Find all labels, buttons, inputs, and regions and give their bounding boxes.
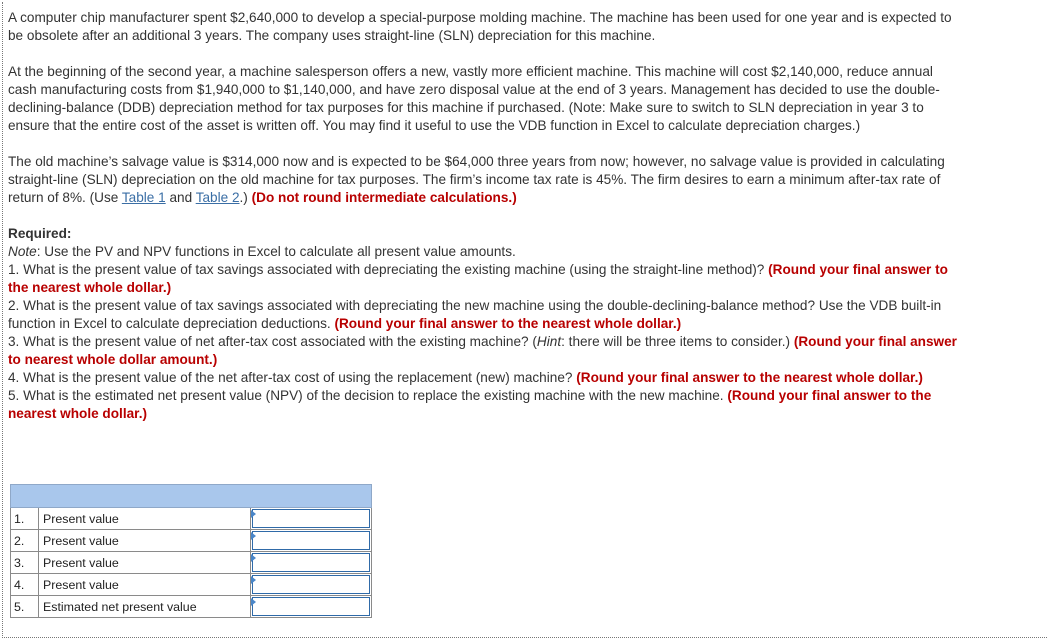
required-heading: Required: bbox=[8, 226, 72, 241]
note-text: : Use the PV and NPV functions in Excel to calculate all present value amounts. bbox=[36, 244, 516, 259]
answer-table-header bbox=[11, 485, 372, 508]
answer-row-number: 4. bbox=[11, 574, 39, 596]
table-1-link[interactable]: Table 1 bbox=[121, 190, 166, 205]
answer-row-label: Present value bbox=[39, 530, 251, 552]
problem-paragraph-2: At the beginning of the second year, a machine salesperson offers a new, vastly more efficient machine. This machine will cost $2,140,000, reduce annual cash manufacturing costs from $1,940,000 to $1,140,000, and have zero disposal value at the end of 3 years. Management has decided to use the double-declining-balance (DDB) depreciation method for tax purposes for this machine if purchased. (Note: Make sure to switch to SLN depreciation in year 3 to ensure that the entire cost of the asset is written off. You may find it useful to use the VDB function in Excel to calculate depreciation charges.) bbox=[8, 64, 940, 133]
question-4-text: 4. What is the present value of the net after-tax cost of using the replacement (new) machine? bbox=[8, 370, 577, 385]
question-1 bbox=[8, 261, 958, 297]
question-2-text: 2. What is the present value of tax savings associated with depreciating the new machine using the double-declining-balance method? Use the VDB built-in function in Excel to calculate depreciation deductions. bbox=[8, 298, 942, 331]
answer-row-number: 2. bbox=[11, 530, 39, 552]
question-3-text: 3. What is the present value of net after-tax cost associated with the existing machine? ( bbox=[8, 334, 537, 349]
input-marker-icon bbox=[251, 576, 256, 584]
answer-input-4[interactable] bbox=[252, 575, 370, 594]
question-5-rounding: (Round your final answer to the nearest whole dollar.) bbox=[8, 388, 932, 421]
input-marker-icon bbox=[251, 554, 256, 562]
question-content bbox=[8, 9, 958, 423]
question-4-rounding: (Round your final answer to the nearest whole dollar.) bbox=[576, 370, 923, 385]
question-3 bbox=[8, 333, 958, 369]
question-5-text: 5. What is the estimated net present value (NPV) of the decision to replace the existing machine with the new machine. bbox=[8, 388, 728, 403]
answer-cell bbox=[251, 508, 372, 530]
answer-input-3[interactable] bbox=[252, 553, 370, 572]
question-5 bbox=[8, 387, 958, 423]
input-marker-icon bbox=[251, 510, 256, 518]
answer-row-2 bbox=[11, 530, 372, 552]
question-2 bbox=[8, 297, 958, 333]
answer-row-number: 1. bbox=[11, 508, 39, 530]
answer-row-1 bbox=[11, 508, 372, 530]
and-text: and bbox=[165, 190, 196, 205]
rounding-instruction: (Do not round intermediate calculations.) bbox=[251, 190, 517, 205]
answer-input-5[interactable] bbox=[252, 597, 370, 616]
question-1-text: 1. What is the present value of tax savings associated with depreciating the existing machine (using the straight-line method)? bbox=[8, 262, 769, 277]
answer-row-number: 5. bbox=[11, 596, 39, 618]
answer-cell bbox=[251, 530, 372, 552]
answer-row-number: 3. bbox=[11, 552, 39, 574]
question-2-rounding: (Round your final answer to the nearest whole dollar.) bbox=[334, 316, 682, 331]
answer-table bbox=[10, 484, 372, 618]
answer-input-2[interactable] bbox=[252, 531, 370, 550]
problem-paragraph-3-text: The old machine’s salvage value is $314,000 now and is expected to be $64,000 three years from now; however, no salvage value is provided in calculating straight-line (SLN) depreciation on the old machine for tax purposes. The firm’s income tax rate is 45%. The firm desires to earn a minimum after-tax rate of return of 8%. (Use bbox=[8, 154, 945, 205]
question-1-rounding: (Round your final answer to the nearest whole dollar.) bbox=[8, 262, 948, 295]
question-3-rounding: (Round your final answer to nearest whole dollar amount.) bbox=[8, 334, 957, 367]
question-3-hint-label: Hint bbox=[536, 334, 562, 349]
answer-row-label: Estimated net present value bbox=[39, 596, 251, 618]
note-label: Note bbox=[8, 244, 37, 259]
answer-cell bbox=[251, 574, 372, 596]
input-marker-icon bbox=[251, 532, 256, 540]
answer-table-header-cell bbox=[11, 485, 372, 508]
input-marker-icon bbox=[251, 598, 256, 606]
answer-cell bbox=[251, 552, 372, 574]
answer-row-label: Present value bbox=[39, 508, 251, 530]
question-4 bbox=[8, 369, 958, 387]
question-3-hint: : there will be three items to consider.) bbox=[561, 334, 794, 349]
answer-row-label: Present value bbox=[39, 552, 251, 574]
answer-input-1[interactable] bbox=[252, 509, 370, 528]
paren-close: .) bbox=[239, 190, 252, 205]
answer-row-label: Present value bbox=[39, 574, 251, 596]
answer-row-3 bbox=[11, 552, 372, 574]
problem-paragraph-1: A computer chip manufacturer spent $2,640,000 to develop a special-purpose molding machine. The machine has been used for one year and is expected to be obsolete after an additional 3 years. The company uses straight-line (SLN) depreciation for this machine. bbox=[8, 10, 952, 43]
answer-cell bbox=[251, 596, 372, 618]
answer-row-5 bbox=[11, 596, 372, 618]
note-line bbox=[8, 243, 958, 261]
answer-row-4 bbox=[11, 574, 372, 596]
table-2-link[interactable]: Table 2 bbox=[195, 190, 240, 205]
problem-paragraph-3 bbox=[8, 153, 958, 207]
